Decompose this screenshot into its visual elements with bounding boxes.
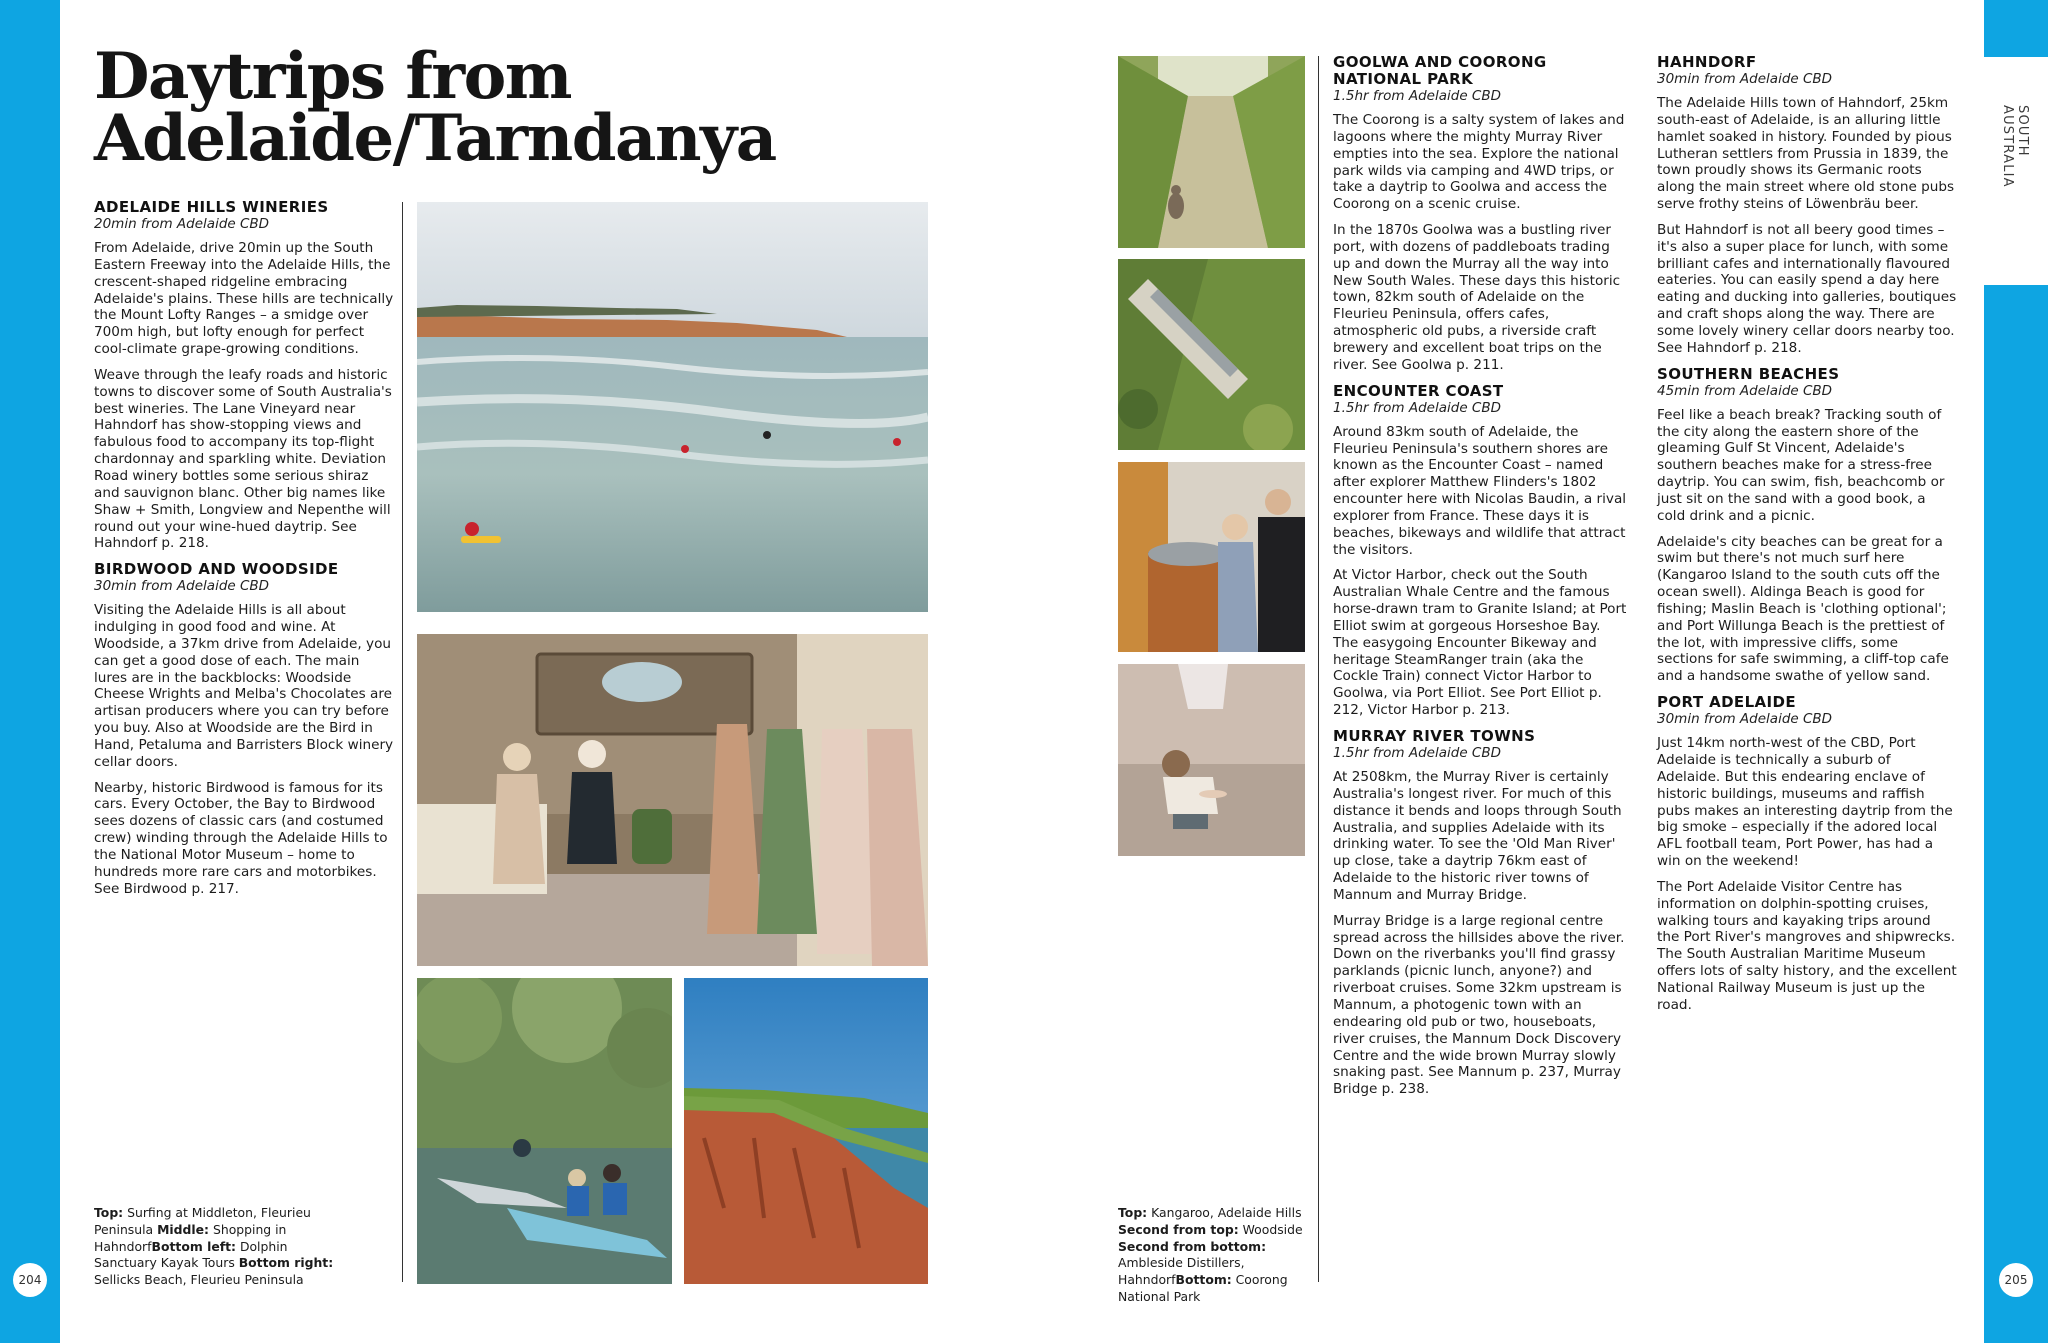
section-heading: HAHNDORF [1657,53,1757,71]
section-heading: PORT ADELAIDE [1657,693,1797,712]
page-title [94,39,776,176]
photo-surfing-middleton [417,202,928,612]
hahndorf-village-image [417,634,928,966]
right-blue-edge-bottom [1984,285,2048,1343]
section-heading: BIRDWOOD AND WOODSIDE [94,560,339,579]
body-paragraph: Adelaide's city beaches can be great for a swim but there's not much surf here (Kangaroo Island to the south cuts off the ocean swell). Aldinga Beach is good for fishing; Maslin Beach is 'clothing optional'; and Port Willunga Beach is the prettiest of the lot, with impressive cliffs, some sections for safe swimming, a cliff-top cafe and a handsome swathe of yellow sand. [1657,533,1949,685]
section-heading: ADELAIDE HILLS WINERIES [94,198,329,216]
right-blue-edge-top [1984,0,2048,57]
photo-woodside [1118,259,1305,450]
section-side-label: SOUTH AUSTRALIA [2000,105,2030,188]
article-section [1333,728,1628,1098]
caption-label: Top: [94,1205,124,1220]
body-paragraph: At 2508km, the Murray River is certainly Australia's longest river. For much of this distance it bends and loops through South Australia, and supplies Adelaide with its drinking water. To see the 'Old Man River' up close, take a daytrip 76km east of Adelaide to the historic river towns of Mannum and Murray Bridge. [1333,769,1622,903]
caption-label: Bottom: [1175,1272,1232,1288]
article-section [1657,694,1957,1014]
section-heading: ENCOUNTER COAST [1333,381,1504,400]
caption-label: Middle: [157,1221,210,1237]
photo-ambleside-distillers [1118,462,1305,652]
distillery-image [1118,462,1305,652]
section-heading: MURRAY RIVER TOWNS [1333,727,1536,745]
kangaroo-path-image [1118,56,1305,248]
section-travel-time: 45min from Adelaide CBD [1657,382,1833,399]
section-travel-time: 30min from Adelaide CBD [1657,71,1833,87]
section-travel-time: 30min from Adelaide CBD [94,578,270,595]
caption-text: Woodside [1238,1221,1303,1237]
title-line-2: Adelaide/Tarndanya [94,101,776,176]
article-section [1657,366,1957,686]
photo-captions-right [1118,1205,1318,1306]
middle-text-column [1333,54,1628,1107]
kayak-mangroves-image [417,978,672,1284]
caption-text: Dolphin Sanctuary Kayak Tours [94,1238,288,1271]
body-paragraph: Visiting the Adelaide Hills is all about indulging in good food and wine. At Woodside, a 37km drive from Adelaide, you can get a good dose of each. The main lures are in the backblocks: Woodside Cheese Wrights and Melba's Chocolates are artisan producers where you can try before you buy. Also at Woodside are the Bird in Hand, Petaluma and Barristers Block winery cellar doors. [94,602,394,770]
page-number-right: 205 [1999,1263,2033,1297]
body-paragraph: The Adelaide Hills town of Hahndorf, 25km south-east of Adelaide, is an alluring little hamlet soaked in history. Founded by pious Lutheran settlers from Prussia in 1839, the town proudly shows its Germanic roots along the main street where old stone pubs serve frothy steins of Löwenbräu beer. [1657,95,1955,213]
photo-dolphin-kayak [417,978,672,1284]
section-travel-time: 1.5hr from Adelaide CBD [1333,399,1502,416]
caption-text: Peninsula [94,1221,158,1237]
body-paragraph: The Port Adelaide Visitor Centre has information on dolphin-spotting cruises, walking tours and kayaking trips around the Port River's mangroves and shipwrecks. The South Australian Maritime Museum offers lots of salty history, and the excellent National Railway Museum is just up the road. [1657,878,1957,1013]
surfing-beach-image [417,202,928,612]
page-number-left: 204 [13,1263,47,1297]
section-travel-time: 30min from Adelaide CBD [1657,711,1833,728]
caption-text: Coorong National Park [1118,1272,1288,1304]
body-paragraph: Just 14km north-west of the CBD, Port Adelaide is technically a suburb of Adelaide. But this endearing enclave of historic buildings, museums and raffish pubs makes an interesting daytrip from the big smoke – especially if the adored local AFL football team, Port Power, has had a win on the weekend! [1657,735,1953,870]
article-section [1333,383,1628,719]
column-divider-left [402,202,403,1282]
caption-text: Surfing at Middleton, Fleurieu [123,1205,311,1220]
caption-text: Shopping in Hahndorf [94,1221,287,1254]
section-travel-time: 1.5hr from Adelaide CBD [1333,88,1502,104]
photo-coorong [1118,664,1305,856]
photo-shopping-hahndorf [417,634,928,966]
body-paragraph: From Adelaide, drive 20min up the South Eastern Freeway into the Adelaide Hills, the crescent-shaped ridgeline embracing Adelaide's plains. These hills are technically the Mount Lofty Ranges – a smidge over 700m high, but lofty enough for perfect cool-climate grape-growing conditions. [94,240,394,358]
caption-text: Sellicks Beach, Fleurieu Peninsula [94,1272,304,1288]
body-paragraph: Weave through the leafy roads and historic towns to discover some of South Australia's best wineries. The Lane Vineyard near Hahndorf has show-stopping views and fabulous food to accompany its top-flight chardonnay and sparkling white. Deviation Road winery bottles some serious shiraz and sauvignon blanc. Other big names like Shaw + Smith, Longview and Nepenthe will round out your wine-hued daytrip. See Hahndorf p. 218. [94,366,392,552]
section-travel-time: 20min from Adelaide CBD [94,216,270,232]
body-paragraph: The Coorong is a salty system of lakes and lagoons where the mighty Murray River empties into the sea. Explore the national park wilds via camping and 4WD trips, or take a daytrip to Goolwa and access the Coorong on a scenic cruise. [1333,112,1625,213]
caption-text: Kangaroo, Adelaide Hills [1147,1205,1302,1220]
body-paragraph: But Hahndorf is not all beery good times – it's also a super place for lunch, with some brilliant cafes and internationally flavoured eateries. You can easily spend a day here eating and ducking into galleries, boutiques and craft shops along the way. There are some lovely winery cellar doors nearby too. See Hahndorf p. 218. [1657,221,1957,356]
caption-text: Ambleside Distillers, Hahndorf [1118,1255,1245,1288]
column-divider-right [1318,56,1319,1282]
title-line-1: Daytrips from [94,39,571,114]
coorong-child-image [1118,664,1305,856]
body-paragraph: Murray Bridge is a large regional centre spread across the hillsides above the river. Down on the riverbanks you'll find grassy parklands (picnic lunch, anyone?) and riverboat cruises. Some 32km upstream is Mannum, a photogenic town with an endearing old pub or two, houseboats, river cruises, the Mannum Dock Discovery Centre and the wide brown Murray slowly snaking past. See Mannum p. 237, Murray Bridge p. 238. [1333,912,1625,1098]
caption-label: Bottom left: [151,1238,236,1254]
section-heading: SOUTHERN BEACHES [1657,364,1840,383]
section-heading: GOOLWA AND COORONG NATIONAL PARK [1333,53,1547,88]
body-paragraph: Feel like a beach break? Tracking south of the city along the eastern shore of the gleaming Gulf St Vincent, Adelaide's southern beaches make for a stress-free daytrip. You can swim, fish, beachcomb or just sit on the sand with a good book, a cold drink and a picnic. [1657,406,1945,524]
right-text-column [1657,54,1957,1023]
caption-label: Top: [1118,1205,1148,1220]
article-section [1333,54,1628,374]
left-blue-edge [0,0,60,1343]
body-paragraph: Around 83km south of Adelaide, the Fleurieu Peninsula's southern shores are known as the Encounter Coast – named after explorer Matthew Flinders's 1802 encounter here with Nicolas Baudin, a rival explorer from France. These days it is beaches, bikeways and wildlife that attract the visitors. [1333,423,1627,558]
sellicks-cliffs-image [684,978,928,1284]
photo-sellicks-beach [684,978,928,1284]
left-text-column [94,199,394,907]
body-paragraph: At Victor Harbor, check out the South Australian Whale Centre and the famous horse-drawn tram to Granite Island; at Port Elliot swim at gorgeous Horseshoe Bay. The easygoing Encounter Bikeway and heritage SteamRanger train (aka the Cockle Train) connect Victor Harbor to Goolwa, via Port Elliot. See Port Elliot p. 212, Victor Harbor p. 213. [1333,567,1627,719]
caption-label: Second from bottom: [1118,1238,1267,1254]
caption-label: Second from top: [1118,1221,1239,1237]
body-paragraph: Nearby, historic Birdwood is famous for its cars. Every October, the Bay to Birdwood sees dozens of classic cars (and costumed crew) winding through the Adelaide Hills to the National Motor Museum – home to hundreds more rare cars and motorbikes. See Birdwood p. 217. [94,779,388,897]
body-paragraph: In the 1870s Goolwa was a bustling river port, with dozens of paddleboats trading up and down the Murray all the way into New South Wales. These days this historic town, 82km south of Adelaide on the Fleurieu Peninsula, offers cafes, atmospheric old pubs, a riverside craft brewery and excellent boat trips on the river. See Goolwa p. 211. [1333,222,1621,373]
photo-captions-left [94,1205,354,1289]
photo-kangaroo [1118,56,1305,248]
article-section [94,199,394,552]
caption-label: Bottom right: [238,1255,334,1271]
section-travel-time: 1.5hr from Adelaide CBD [1333,745,1502,761]
woodside-aerial-image [1118,259,1305,450]
article-section [94,561,394,897]
article-section [1657,54,1957,357]
